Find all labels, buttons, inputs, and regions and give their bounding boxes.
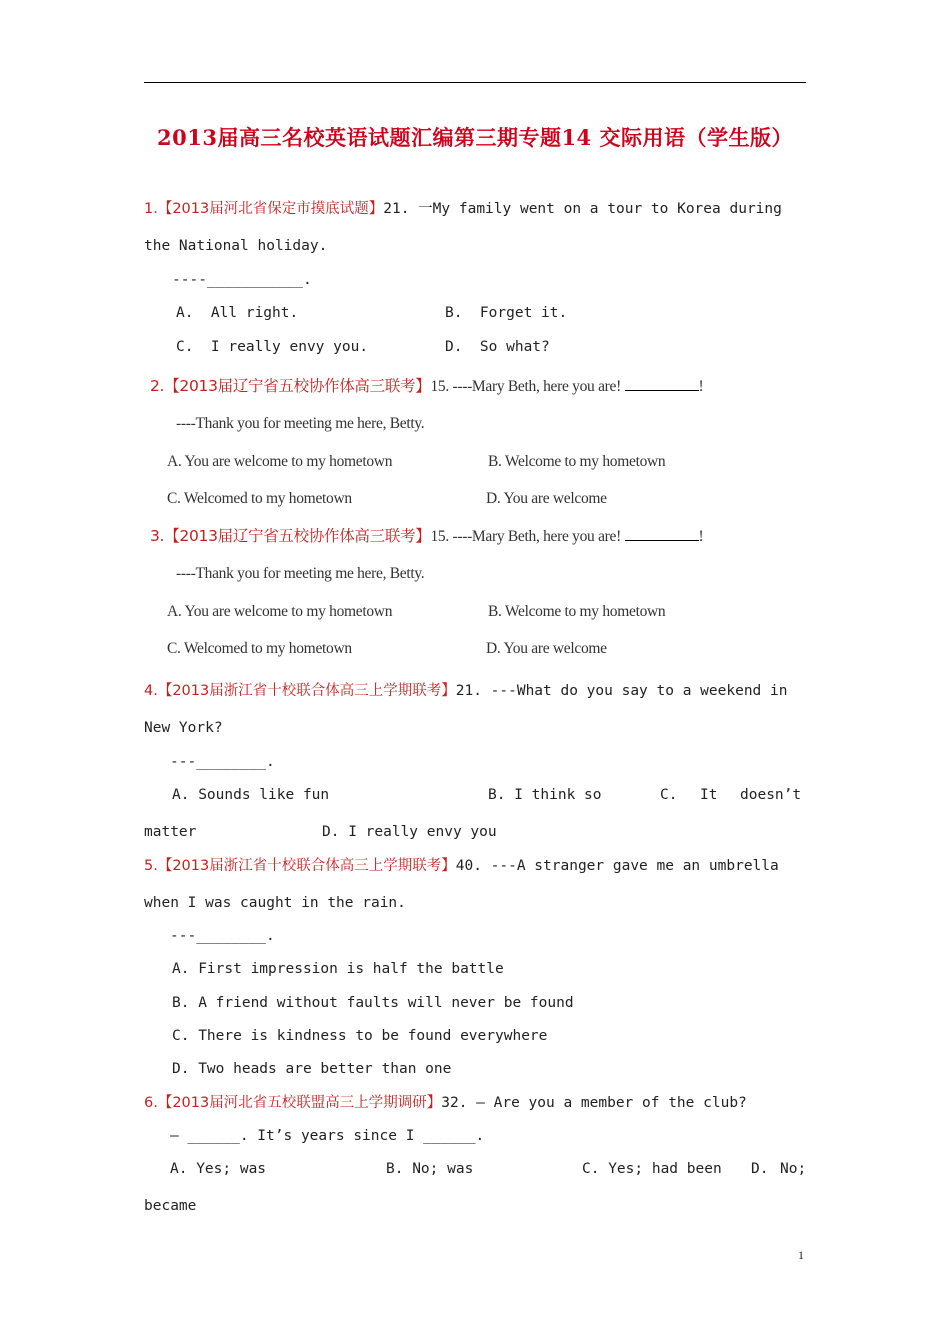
- question-4-option-a: A. Sounds like fun: [172, 787, 330, 803]
- question-6-option-d-cont: became: [144, 1198, 197, 1214]
- question-3-option-c: C. Welcomed to my hometown: [167, 640, 352, 657]
- question-2-response: ----Thank you for meeting me here, Betty.: [176, 415, 425, 432]
- question-4-stem: [144, 681, 806, 701]
- question-4-text: 21. ---What do you say to a weekend in: [455, 683, 788, 699]
- question-1-option-a: A. All right.: [176, 305, 299, 321]
- question-3-end: !: [698, 528, 704, 545]
- question-2-end: !: [698, 378, 704, 395]
- question-3-option-d: D. You are welcome: [486, 640, 607, 657]
- question-1-stem: [144, 199, 806, 219]
- question-2-option-a: A. You are welcome to my hometown: [167, 453, 393, 470]
- question-3-blank: [625, 526, 699, 541]
- header-rule: [144, 82, 806, 83]
- question-2-blank: [625, 376, 699, 391]
- question-4-option-c-word1: It: [700, 787, 718, 803]
- question-3-text: 15. ----Mary Beth, here you are!: [430, 528, 625, 545]
- question-2-source: 2.【2013届辽宁省五校协作体高三联考】: [150, 377, 431, 395]
- document-title: 2013届高三名校英语试题汇编第三期专题14 交际用语（学生版）: [157, 125, 793, 150]
- question-1-response: ----___________.: [172, 272, 312, 288]
- question-4-option-c-cont: matter: [144, 824, 197, 840]
- question-2-option-d: D. You are welcome: [486, 490, 607, 507]
- question-6-stem: [144, 1093, 747, 1113]
- question-3-option-a: A. You are welcome to my hometown: [167, 603, 393, 620]
- question-4-option-c-label: C.: [660, 787, 678, 803]
- question-2-option-b: B. Welcome to my hometown: [488, 453, 666, 470]
- question-1-option-c: C. I really envy you.: [176, 339, 369, 355]
- question-4-stem-cont: New York?: [144, 720, 223, 736]
- question-3-option-b: B. Welcome to my hometown: [488, 603, 666, 620]
- question-6-option-a: A. Yes; was: [170, 1161, 267, 1177]
- question-1-text: 21. 一My family went on a tour to Korea during: [383, 201, 782, 217]
- question-4-option-d: D. I really envy you: [322, 824, 497, 840]
- question-2-text: 15. ----Mary Beth, here you are!: [430, 378, 625, 395]
- question-2-option-c: C. Welcomed to my hometown: [167, 490, 352, 507]
- question-3-response: ----Thank you for meeting me here, Betty.: [176, 565, 425, 582]
- question-6-text: 32. — Are you a member of the club?: [441, 1095, 747, 1111]
- question-2-stem: [150, 376, 703, 397]
- question-5-option-b: B. A friend without faults will never be found: [172, 995, 574, 1011]
- question-6-option-d-label: D.: [751, 1161, 769, 1177]
- question-3-stem: [150, 526, 703, 547]
- question-5-option-d: D. Two heads are better than one: [172, 1061, 452, 1077]
- question-6-option-c: C. Yes; had been: [582, 1161, 722, 1177]
- question-1-option-d: D. So what?: [445, 339, 550, 355]
- question-5-response: ---________.: [170, 928, 275, 944]
- page-number: 1: [798, 1248, 804, 1262]
- question-5-stem: [144, 856, 806, 876]
- question-1-option-b: B. Forget it.: [445, 305, 568, 321]
- question-5-text: 40. ---A stranger gave me an umbrella: [455, 858, 779, 874]
- question-4-source: 4.【2013届浙江省十校联合体高三上学期联考】: [144, 683, 456, 699]
- question-4-response: ---________.: [170, 754, 275, 770]
- question-5-stem-cont: when I was caught in the rain.: [144, 895, 406, 911]
- question-5-source: 5.【2013届浙江省十校联合体高三上学期联考】: [144, 858, 456, 874]
- question-5-option-a: A. First impression is half the battle: [172, 961, 504, 977]
- question-4-option-b: B. I think so: [488, 787, 602, 803]
- question-6-option-d-word: No;: [780, 1161, 807, 1177]
- question-4-option-c-word2: doesn’t: [740, 787, 802, 803]
- question-5-option-c: C. There is kindness to be found everywhere: [172, 1028, 548, 1044]
- question-6-response: — ______. It’s years since I ______.: [170, 1128, 485, 1144]
- question-3-source: 3.【2013届辽宁省五校协作体高三联考】: [150, 527, 431, 545]
- question-6-source: 6.【2013届河北省五校联盟高三上学期调研】: [144, 1095, 442, 1111]
- question-1-stem-cont: the National holiday.: [144, 238, 328, 254]
- question-6-option-b: B. No; was: [386, 1161, 474, 1177]
- question-1-source: 1.【2013届河北省保定市摸底试题】: [144, 201, 384, 217]
